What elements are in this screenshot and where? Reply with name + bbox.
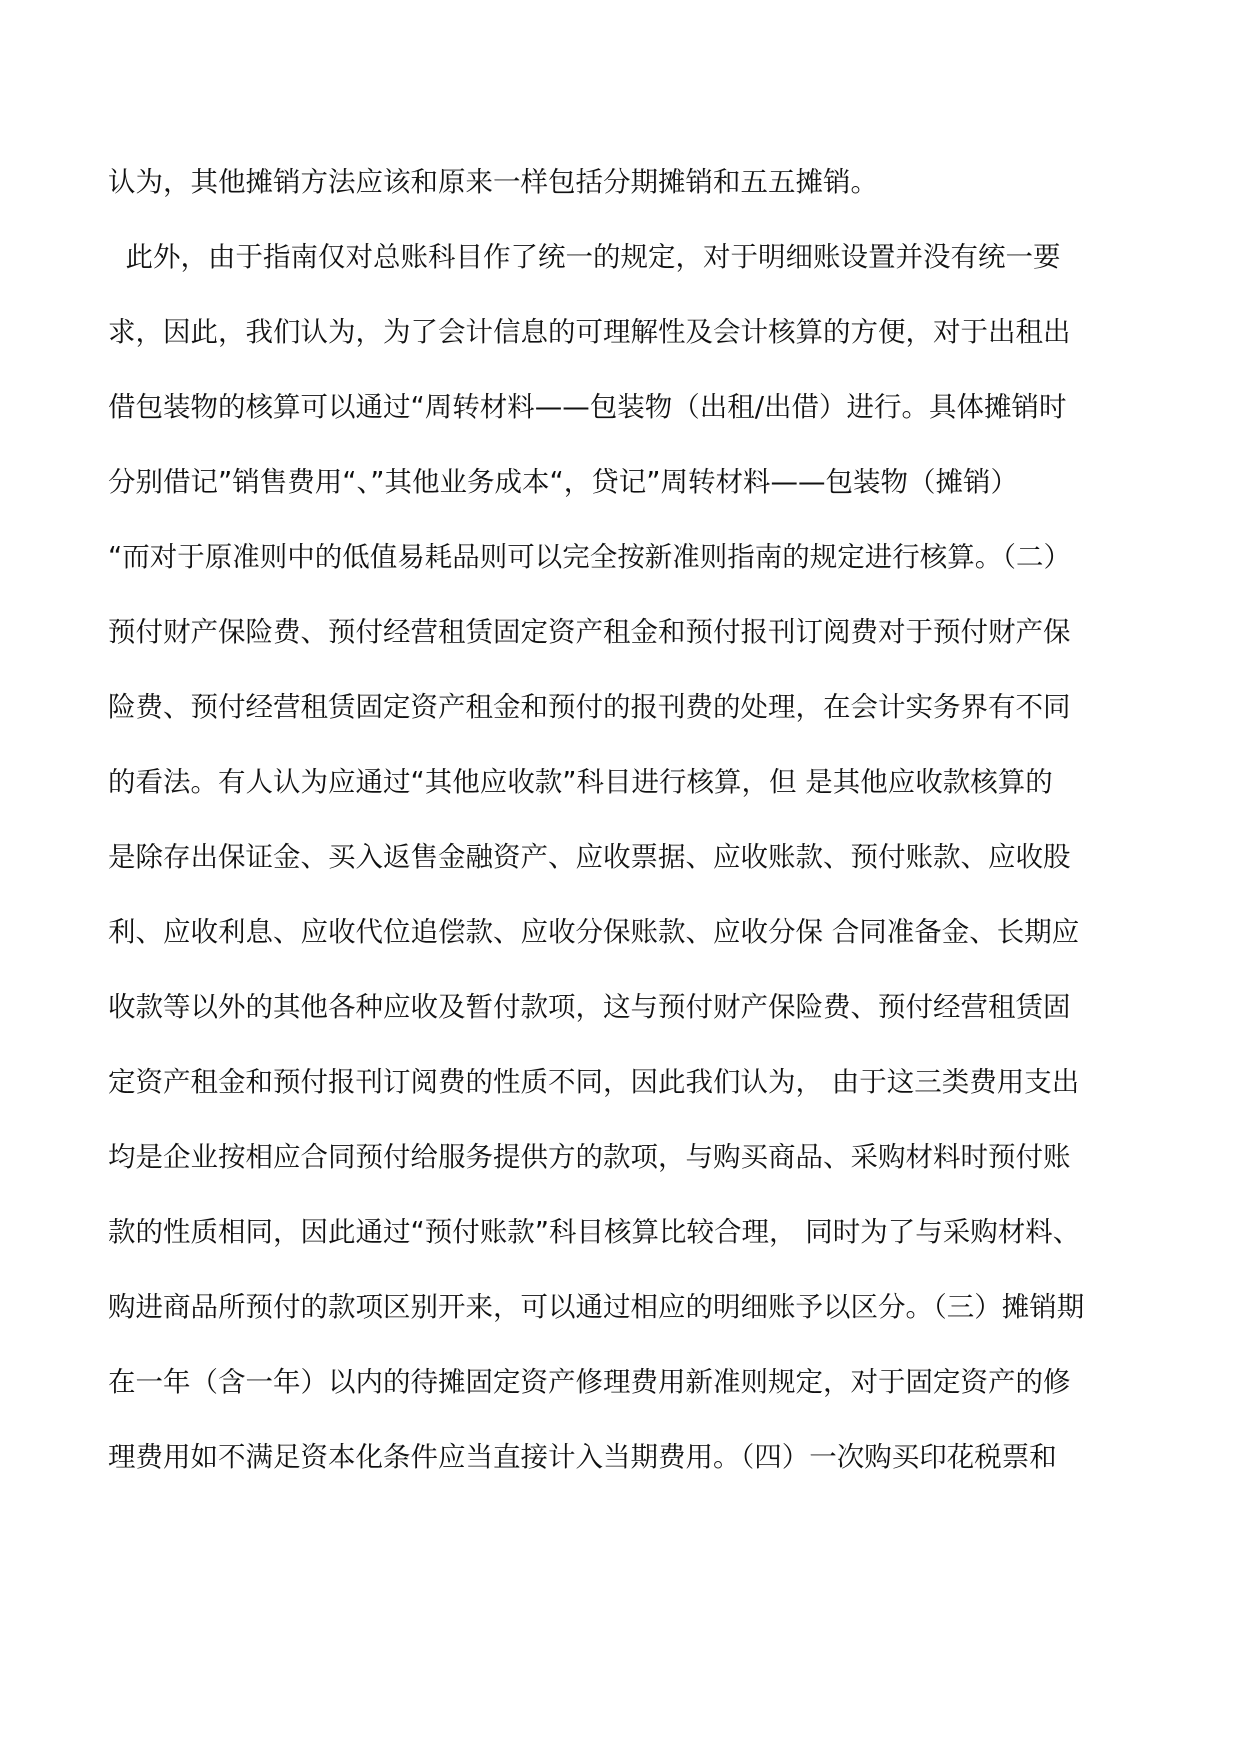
text-line: 的看法。有人认为应通过“其他应收款”科目进行核算，但 是其他应收款核算的 [108, 766, 1053, 798]
text-line: 认为，其他摊销方法应该和原来一样包括分期摊销和五五摊销。 [108, 166, 878, 198]
text-line: 预付财产保险费、预付经营租赁固定资产租金和预付报刊订阅费对于预付财产保 [108, 616, 1071, 648]
text-line: 款的性质相同，因此通过“预付账款”科目核算比较合理， 同时为了与采购材料、 [108, 1216, 1081, 1248]
text-line: 利、应收利息、应收代位追偿款、应收分保账款、应收分保 合同准备金、长期应 [108, 916, 1080, 948]
text-line: “而对于原准则中的低值易耗品则可以完全按新准则指南的规定进行核算。（二） [108, 541, 1071, 573]
text-line: 险费、预付经营租赁固定资产租金和预付的报刊费的处理，在会计实务界有不同 [108, 691, 1071, 723]
text-line: 此外，由于指南仅对总账科目作了统一的规定，对于明细账设置并没有统一要 [108, 241, 1061, 273]
body-text [108, 164, 1148, 1514]
text-line: 求，因此，我们认为，为了会计信息的可理解性及会计核算的方便，对于出租出 [108, 316, 1071, 348]
text-line: 理费用如不满足资本化条件应当直接计入当期费用。（四）一次购买印花税票和 [108, 1441, 1057, 1473]
text-line: 定资产租金和预付报刊订阅费的性质不同，因此我们认为， 由于这三类费用支出 [108, 1066, 1080, 1098]
text-line: 分别借记”销售费用“、”其他业务成本“，贷记”周转材料——包装物（摊销） [108, 466, 1018, 498]
text-line: 是除存出保证金、买入返售金融资产、应收票据、应收账款、预付账款、应收股 [108, 841, 1071, 873]
text-line: 借包装物的核算可以通过“周转材料——包装物（出租/出借）进行。具体摊销时 [108, 391, 1067, 423]
text-line: 在一年（含一年）以内的待摊固定资产修理费用新准则规定，对于固定资产的修 [108, 1366, 1071, 1398]
text-line: 收款等以外的其他各种应收及暂付款项，这与预付财产保险费、预付经营租赁固 [108, 991, 1071, 1023]
text-line: 购进商品所预付的款项区别开来，可以通过相应的明细账予以区分。（三）摊销期 [108, 1291, 1085, 1323]
text-line: 均是企业按相应合同预付给服务提供方的款项，与购买商品、采购材料时预付账 [108, 1141, 1071, 1173]
